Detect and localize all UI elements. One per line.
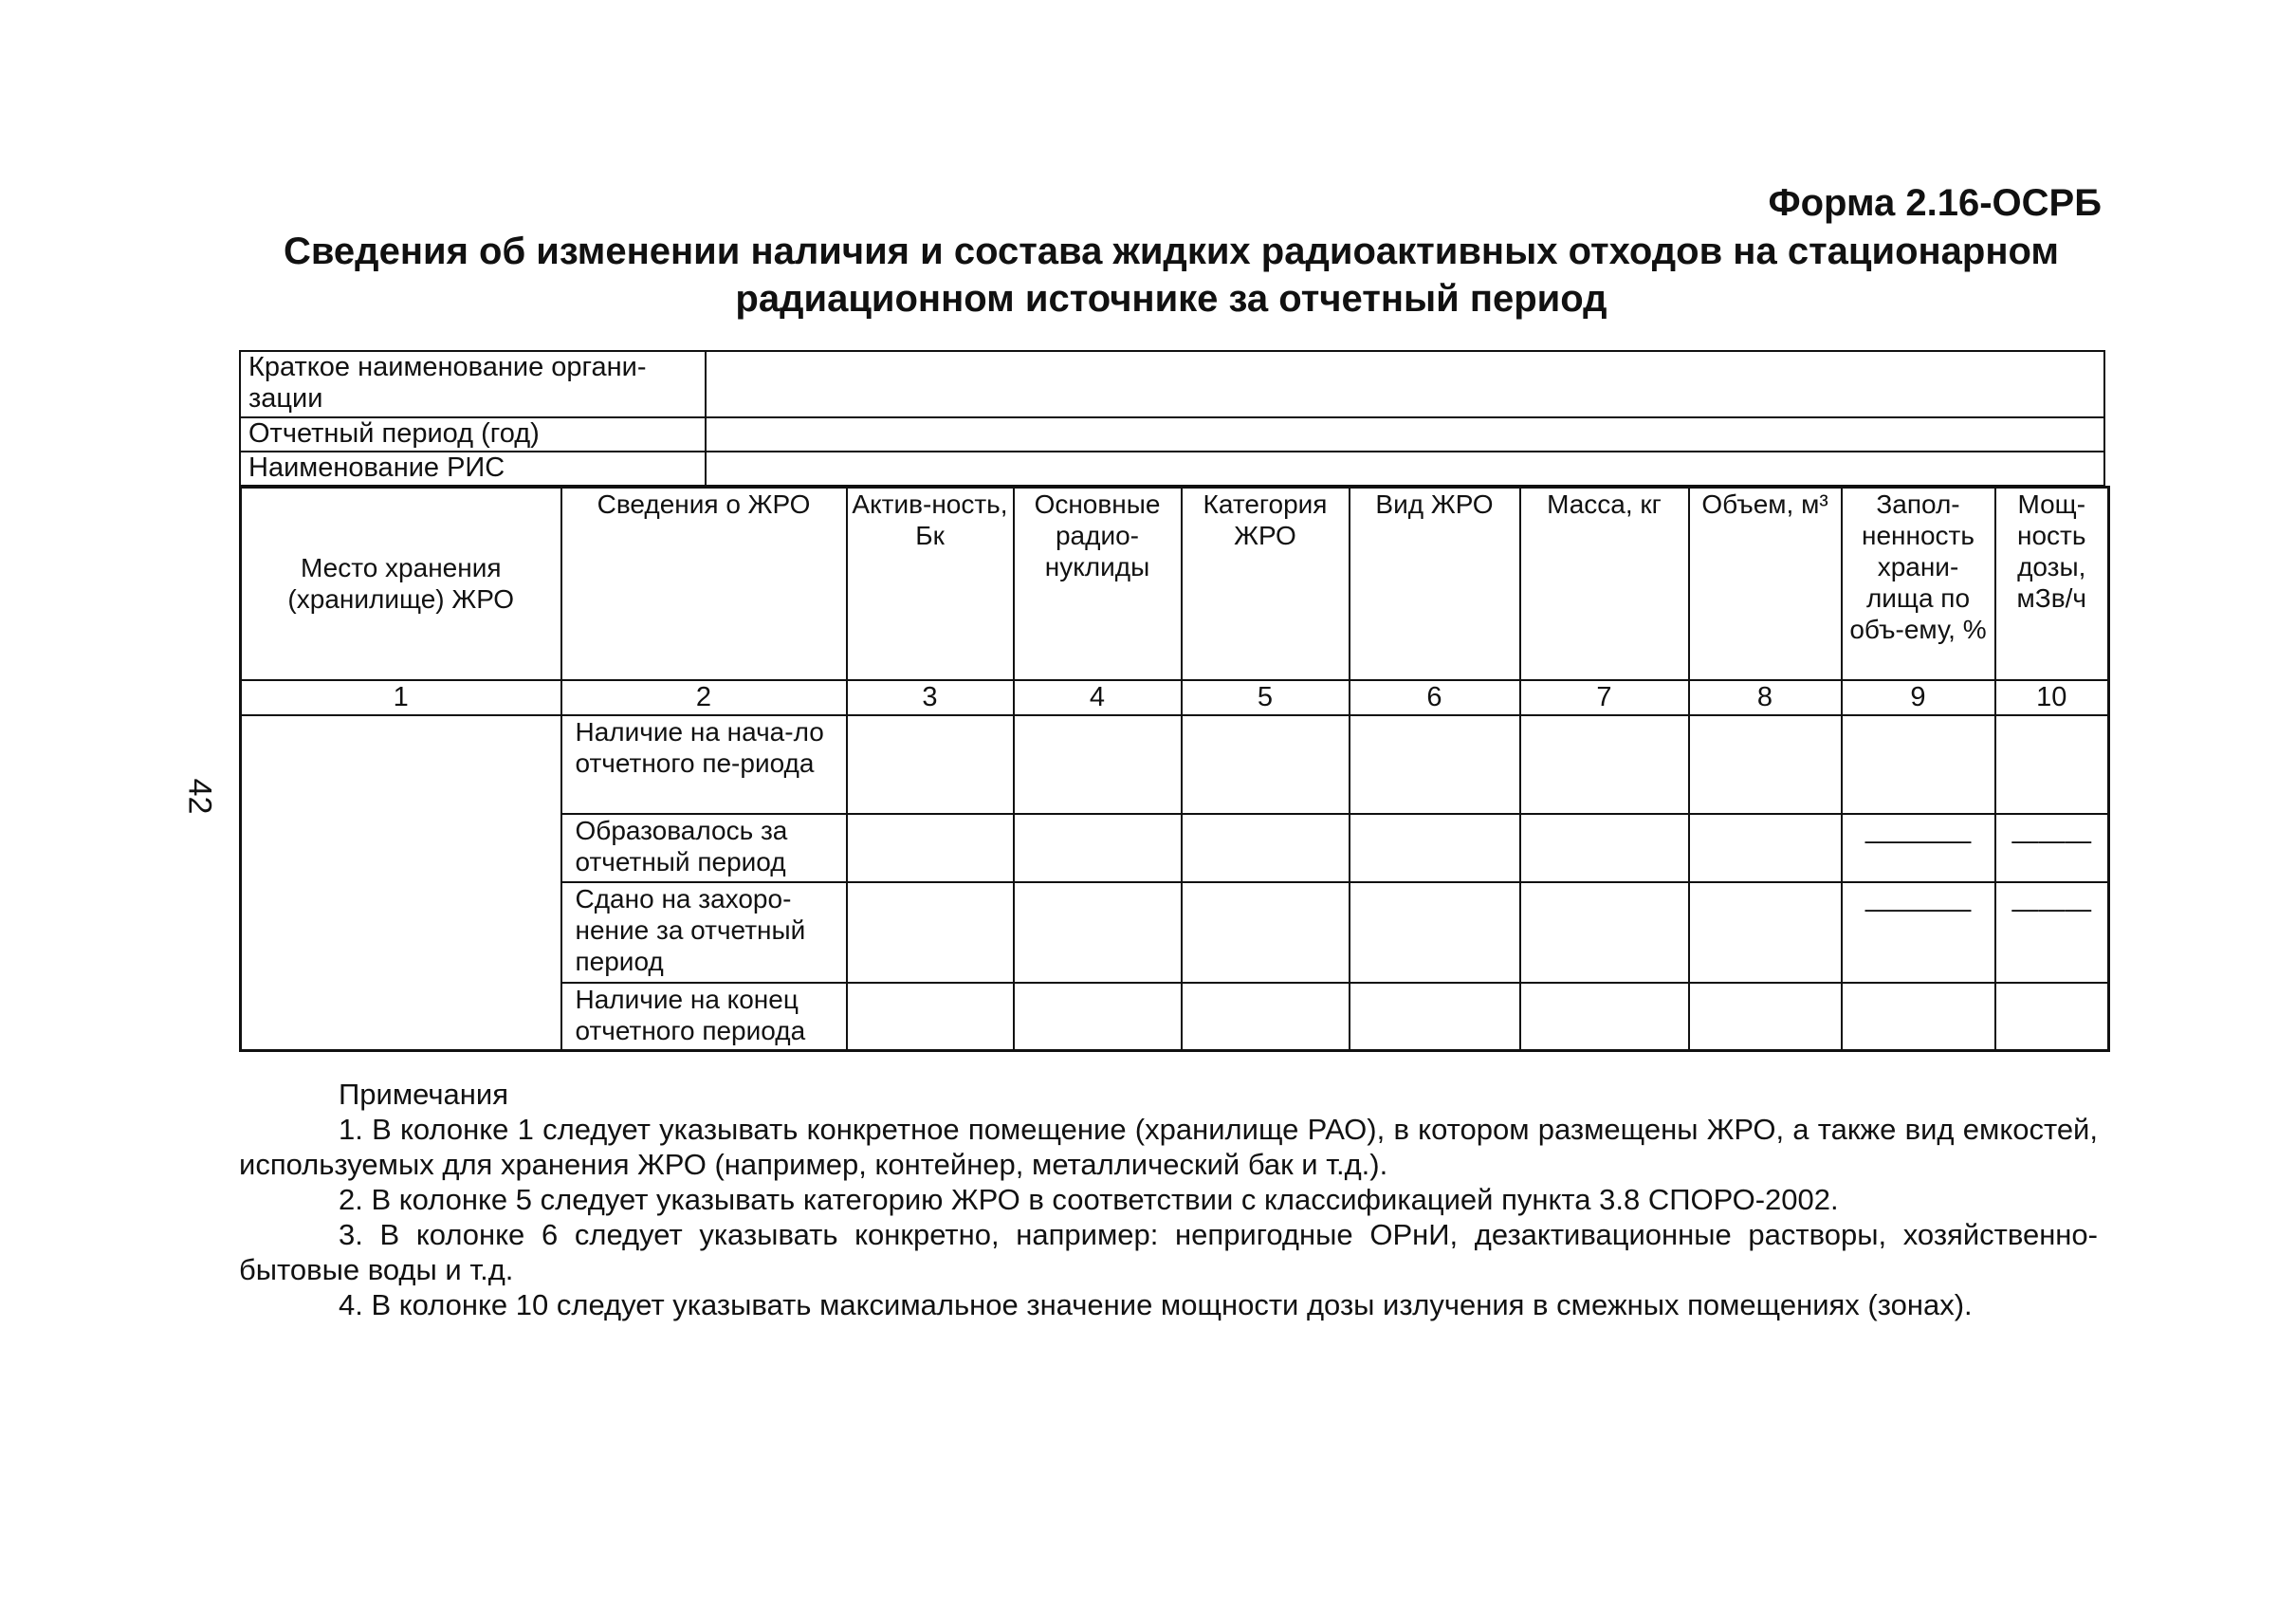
data-cell[interactable] (1014, 715, 1182, 814)
data-cell[interactable] (1520, 983, 1689, 1051)
column-number: 4 (1014, 680, 1182, 715)
dash-cell: ———— (1842, 882, 1995, 983)
data-cell[interactable] (1350, 715, 1520, 814)
column-number: 10 (1995, 680, 2109, 715)
info-value-field[interactable] (706, 452, 2104, 486)
col-header-volume: Объем, м³ (1689, 488, 1842, 680)
dash-cell: ——— (1995, 882, 2109, 983)
data-cell[interactable] (1350, 814, 1520, 882)
column-number: 3 (847, 680, 1014, 715)
notes-section (239, 1077, 2098, 1322)
page-number: 42 (181, 778, 218, 815)
data-cell[interactable] (1014, 983, 1182, 1051)
data-cell[interactable] (1182, 882, 1350, 983)
data-cell[interactable] (1689, 983, 1842, 1051)
data-cell[interactable] (847, 814, 1014, 882)
column-number: 6 (1350, 680, 1520, 715)
data-cell[interactable] (1014, 882, 1182, 983)
table-row (241, 715, 2109, 814)
col-header-info: Сведения о ЖРО (561, 488, 847, 680)
info-value-field[interactable] (706, 417, 2104, 452)
col-header-category: Категория ЖРО (1182, 488, 1350, 680)
data-cell[interactable] (1689, 882, 1842, 983)
col-header-activity: Актив-ность, Бк (847, 488, 1014, 680)
data-cell[interactable] (847, 882, 1014, 983)
dash-cell: ———— (1842, 814, 1995, 882)
info-label: Наименование РИС (240, 452, 706, 486)
info-row-ris-name (240, 452, 2104, 486)
note-item: 2. В колонке 5 следует указывать категорию ЖРО в соответствии с классификацией пункта 3.8 СПОРО-2002. (339, 1183, 1839, 1216)
col-header-fill: Запол-ненность храни-лища по объ-ему, % (1842, 488, 1995, 680)
data-cell[interactable] (1014, 814, 1182, 882)
row-label: Образовалось за отчетный период (561, 814, 847, 882)
data-cell[interactable] (1689, 814, 1842, 882)
note-item: 3. В колонке 6 следует указывать конкретно, например: непригодные ОРнИ, дезактивационные растворы, хозяйственно-бытовые воды и т.д. (239, 1218, 2098, 1286)
row-label: Наличие на нача-ло отчетного пе-риода (561, 715, 847, 814)
dash-cell: ——— (1995, 814, 2109, 882)
data-cell[interactable] (1689, 715, 1842, 814)
info-label: Отчетный период (год) (240, 417, 706, 452)
col-header-mass: Масса, кг (1520, 488, 1689, 680)
column-number: 1 (241, 680, 561, 715)
note-item: 4. В колонке 10 следует указывать максимальное значение мощности дозы излучения в смежных помещениях (зонах). (339, 1288, 1973, 1321)
column-number-row (241, 680, 2109, 715)
column-number: 7 (1520, 680, 1689, 715)
data-cell[interactable] (1520, 715, 1689, 814)
data-cell[interactable] (1350, 983, 1520, 1051)
col-header-storage: Место хранения (хранилище) ЖРО (241, 488, 561, 680)
data-cell[interactable] (1182, 983, 1350, 1051)
data-cell[interactable] (1520, 882, 1689, 983)
document-title: Сведения об изменении наличия и состава жидких радиоактивных отходов на стационарном радиационном источнике за отчетный период (283, 231, 2060, 320)
data-cell[interactable] (1842, 983, 1995, 1051)
column-number: 5 (1182, 680, 1350, 715)
row-label: Наличие на конец отчетного периода (561, 983, 847, 1051)
note-item: 1. В колонке 1 следует указывать конкретное помещение (хранилище РАО), в котором размещены ЖРО, а также вид емкостей, используемых для хранения ЖРО (например, контейнер, металлический бак и т.д.). (239, 1113, 2098, 1181)
column-number: 9 (1842, 680, 1995, 715)
data-cell[interactable] (1350, 882, 1520, 983)
form-number: Форма 2.16-ОСРБ (1768, 182, 2102, 224)
data-cell[interactable] (1182, 814, 1350, 882)
col-header-dose-rate: Мощ-ность дозы, мЗв/ч (1995, 488, 2109, 680)
col-header-radionuclides: Основные радио-нуклиды (1014, 488, 1182, 680)
header-row (241, 488, 2109, 680)
row-label: Сдано на захоро-нение за отчетный период (561, 882, 847, 983)
data-cell[interactable] (847, 715, 1014, 814)
waste-data-table (239, 486, 2110, 1052)
data-cell[interactable] (1182, 715, 1350, 814)
info-row-period (240, 417, 2104, 452)
data-cell[interactable] (1995, 983, 2109, 1051)
data-cell[interactable] (1842, 715, 1995, 814)
data-cell[interactable] (1995, 715, 2109, 814)
info-value-field[interactable] (706, 351, 2104, 417)
col-header-type: Вид ЖРО (1350, 488, 1520, 680)
info-row-organization (240, 351, 2104, 417)
data-cell[interactable] (847, 983, 1014, 1051)
data-cell[interactable] (1520, 814, 1689, 882)
organization-info-table (239, 350, 2105, 487)
notes-heading: Примечания (339, 1078, 508, 1111)
storage-cell[interactable] (241, 715, 561, 1051)
column-number: 8 (1689, 680, 1842, 715)
column-number: 2 (561, 680, 847, 715)
info-label: Краткое наименование органи-зации (240, 351, 706, 417)
